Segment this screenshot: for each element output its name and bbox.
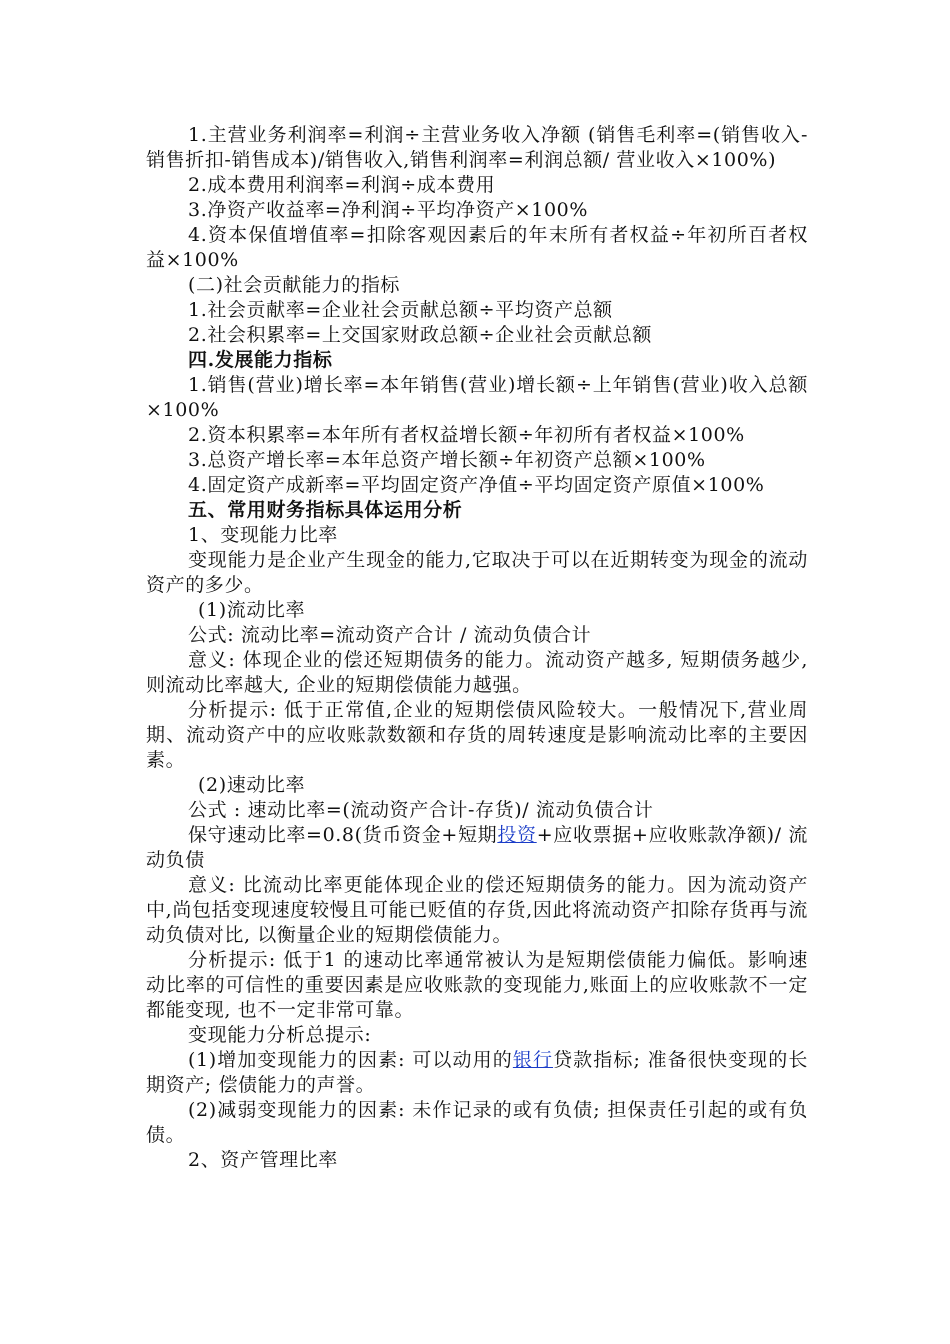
paragraph-social-accumulation-rate: 2.社会积累率=上交国家财政总额÷企业社会贡献总额: [188, 324, 652, 346]
increase-factors-text-end: 贷款指标; 准备很快变现的长期资产; 偿债能力的声誉。: [146, 1049, 808, 1096]
paragraph-capital-preservation: 4.资本保值增值率=扣除客观因素后的年末所有者权益÷年初所百者权益×100%: [146, 224, 808, 271]
paragraph-fixed-asset-renewal-rate: 4.固定资产成新率=平均固定资产净值÷平均固定资产原值×100%: [188, 474, 765, 496]
paragraph-sales-growth-rate: 1.销售(营业)增长率=本年销售(营业)增长额÷上年销售(营业)收入总额×100%: [146, 374, 808, 421]
paragraph-current-ratio-tip: 分析提示: 低于正常值,企业的短期偿债风险较大。一般情况下,营业周期、流动资产中的应收账款数额和存货的周转速度是影响流动比率的主要因素。: [146, 699, 808, 771]
conservative-quick-ratio-text-start: 保守速动比率=0.8(货币资金+短期: [188, 824, 498, 846]
paragraph-total-asset-growth-rate: 3.总资产增长率=本年总资产增长额÷年初资产总额×100%: [188, 449, 706, 471]
paragraph-liquidity-increase-factors: [146, 1048, 808, 1098]
heading-growth-indicators: 四.发展能力指标: [188, 349, 333, 371]
paragraph-conservative-quick-ratio: [146, 823, 808, 873]
paragraph-social-contribution-rate: 1.社会贡献率=企业社会贡献总额÷平均资产总额: [188, 299, 613, 321]
increase-factors-text-start: (1)增加变现能力的因素: 可以动用的: [188, 1049, 513, 1071]
subheading-liquidity-ratios: 1、变现能力比率: [188, 524, 338, 546]
subheading-current-ratio: (1)流动比率: [198, 599, 306, 621]
paragraph-roe: 3.净资产收益率=净利润÷平均净资产×100%: [188, 199, 589, 221]
heading-common-indicators: 五、常用财务指标具体运用分析: [188, 499, 463, 521]
document-body: [146, 123, 808, 1173]
paragraph-liquidity-decrease-factors: (2)减弱变现能力的因素: 未作记录的或有负债; 担保责任引起的或有负债。: [146, 1099, 808, 1146]
paragraph-liquidity-definition: 变现能力是企业产生现金的能力,它取决于可以在近期转变为现金的流动资产的多少。: [146, 549, 808, 596]
paragraph-quick-ratio-tip: 分析提示: 低于1 的速动比率通常被认为是短期偿债能力偏低。影响速动比率的可信性的重要因素是应收账款的变现能力,账面上的应收账款不一定都能变现, 也不一定非常可靠。: [146, 949, 808, 1021]
investment-link[interactable]: 投资: [497, 824, 537, 846]
paragraph-quick-ratio-meaning: 意义: 比流动比率更能体现企业的偿还短期债务的能力。因为流动资产中,尚包括变现速度较慢且可能已贬值的存货,因此将流动资产扣除存货再与流动负债对比, 以衡量企业的短期偿债能力。: [146, 874, 808, 946]
subheading-asset-management-ratios: 2、资产管理比率: [188, 1149, 338, 1171]
paragraph-main-business-profit-rate: 1.主营业务利润率=利润÷主营业务收入净额 (销售毛利率=(销售收入-销售折扣-销售成本)/销售收入,销售利润率=利润总额/ 营业收入×100%): [146, 124, 808, 171]
paragraph-current-ratio-meaning: 意义: 体现企业的偿还短期债务的能力。流动资产越多, 短期债务越少, 则流动比率越大, 企业的短期偿债能力越强。: [146, 649, 808, 696]
paragraph-cost-profit-rate: 2.成本费用利润率=利润÷成本费用: [188, 174, 496, 196]
subheading-liquidity-summary: 变现能力分析总提示:: [188, 1024, 372, 1046]
paragraph-quick-ratio-formula: 公式 : 速动比率=(流动资产合计-存货)/ 流动负债合计: [188, 799, 654, 821]
conservative-quick-ratio-text-end: +应收票据+应收账款净额)/ 流动负债: [146, 824, 808, 871]
paragraph-current-ratio-formula: 公式: 流动比率=流动资产合计 / 流动负债合计: [188, 624, 592, 646]
bank-link[interactable]: 银行: [512, 1049, 554, 1071]
paragraph-capital-accumulation-rate: 2.资本积累率=本年所有者权益增长额÷年初所有者权益×100%: [188, 424, 745, 446]
subheading-quick-ratio: (2)速动比率: [198, 774, 306, 796]
subheading-social-contribution: (二)社会贡献能力的指标: [188, 274, 401, 296]
